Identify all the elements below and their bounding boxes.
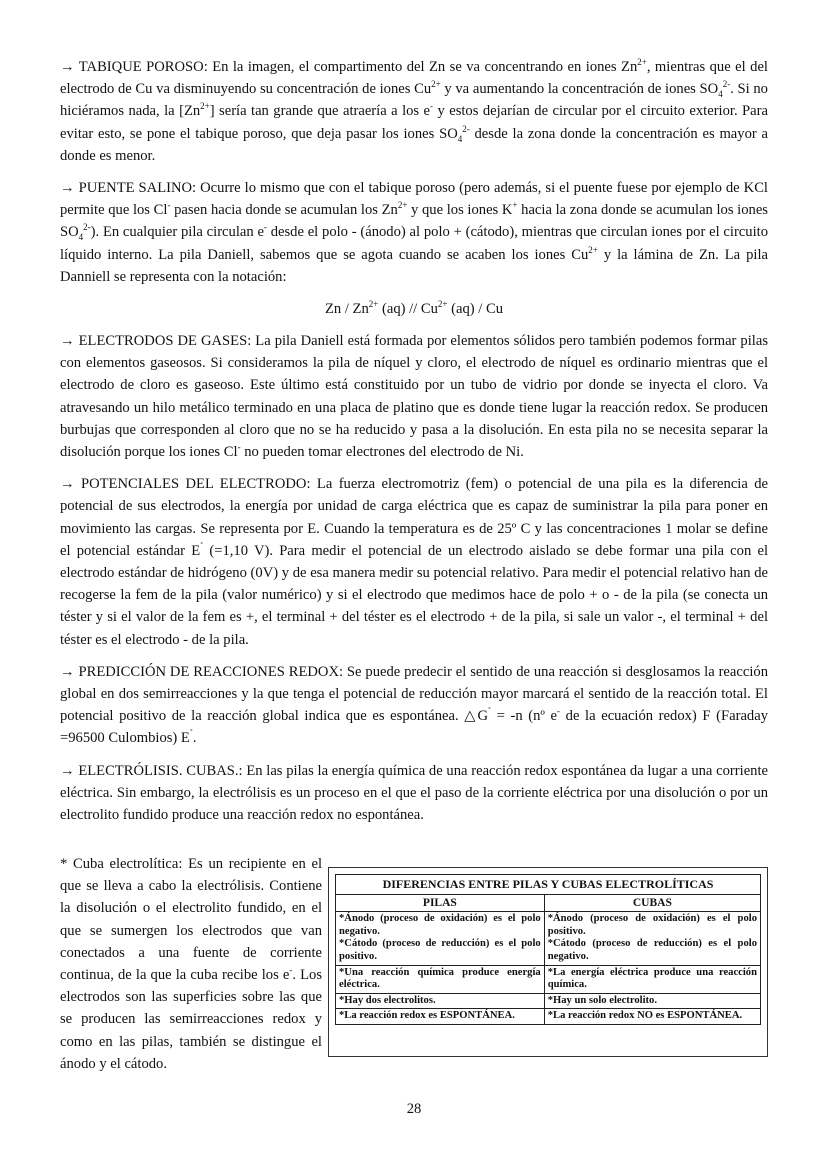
- paragraph-tabique-poroso: → TABIQUE POROSO: En la imagen, el compartimento del Zn se va concentrando en iones $Zn^{2+}$, mientras que el del electrodo de Cu va disminuyendo su concentración de iones $Cu^{2+}$ y va aumentando la concentración de iones $SO_4^{2-}$. Si no hiciéramos nada, la $[Zn^{2+}]$ sería tan grande que atraería a los e- y estos dejarían de circular por el circuito exterior. Para evitar esto, se pone el tabique poroso, que deja pasar los iones $SO_4^{2-}$ desde la zona donde la concentración es mayor a donde es menor.: [60, 57, 768, 164]
- table-caption: DIFERENCIAS ENTRE PILAS Y CUBAS ELECTROLÍTICAS: [336, 875, 761, 895]
- page-body: [60, 56, 768, 836]
- paragraph-electrodos-gases: → ELECTRODOS DE GASES: La pila Daniell está formada por elementos sólidos pero también podemos formar pilas con elementos gaseosos. Si consideramos la pila de níquel y cloro, el electrodo de níquel es ordinario mientras que el electrodo de cloro es gaseoso. Este último está constituido por un tubo de vidrio por donde se inyecta el cloro. Va atravesando un hilo metálico terminado en una placa de platino que es donde tiene lugar la reacción redox. Se producen burbujas que corresponden al cloro que no se ha reducido y pasa a la disolución. En esta pila no se necesita separar la disolución porque los iones Cl- no pueden tomar electrones del electrodo de Ni.: [60, 333, 768, 461]
- table-row: [336, 912, 761, 965]
- table-cell: [544, 912, 760, 965]
- table-row: [336, 965, 761, 993]
- paragraph-puente-salino: → PUENTE SALINO: Ocurre lo mismo que con el tabique poroso (pero además, si el puente fuese por ejemplo de KCl permite que los Cl- pasen hacia donde se acumulan los $Zn^{2+}$ y que los iones K+ hacia la zona donde se acumulan los iones $SO_4^{2-}$). En cualquier pila circulan e- desde el polo - (ánodo) al polo + (cátodo), mientras que circulan iones por el circuito líquido interno. La pila Daniell, sabemos que se agota cuando se acaben los iones $Cu^{2+}$ y la lámina de Zn. La pila Danniell se representa con la notación:: [60, 180, 768, 285]
- cell-line: *Ánodo (proceso de oxidación) es el polo positivo.: [547, 913, 757, 937]
- table-row: [336, 993, 761, 1009]
- daniell-notation: Zn / $Zn^{2+}$ $(aq) // Cu^{2+}$ (aq) / Cu: [324, 299, 504, 318]
- table-cell: *La reacción redox NO es ESPONTÁNEA.: [544, 1009, 760, 1025]
- cell-line: *Ánodo (proceso de oxidación) es el polo negativo.: [339, 913, 541, 937]
- table-row: [336, 1009, 761, 1025]
- page-number: 28: [406, 1101, 422, 1117]
- comparison-table-frame: [328, 867, 768, 1057]
- table-cell: *La reacción redox es ESPONTÁNEA.: [336, 1009, 545, 1025]
- paragraph-electrolisis: → ELECTRÓLISIS. CUBAS.: En las pilas la energía química de una reacción redox espontánea da lugar a una corriente eléctrica. Sin embargo, la electrólisis es un proceso en el que el paso de la corriente eléctrica por una disolución o por un electrolito fundido produce una reacción redox no espontánea.: [60, 762, 768, 824]
- table-cell: [336, 912, 545, 965]
- paragraph-cuba-electrolitica: * Cuba electrolítica: Es un recipiente en el que se lleva a cabo la electrólisis. Contiene la disolución o el electrolito fundido, en el que se sumergen los electrodos que van conectados a una fuente de corriente continua, de la que la cuba recibe los e-. Los electrodos son las superficies sobre las que se producen las semirreacciones redox y como en las pilas, también se distingue el ánodo y el cátodo.: [60, 856, 323, 1072]
- cell-line: *Cátodo (proceso de reducción) es el polo negativo.: [547, 938, 757, 962]
- table-cell: *La energía eléctrica produce una reacción química.: [544, 965, 760, 993]
- table-cell: *Una reacción química produce energía eléctrica.: [336, 965, 545, 993]
- paragraph-prediccion-redox: → PREDICCIÓN DE REACCIONES REDOX: Se puede predecir el sentido de una reacción si desglosamos la reacción global en dos semirreacciones y la que tenga el potencial de reducción mayor marcará el sentido de la reacción total. El potencial positivo de la reacción global indica que es espontánea. △G˚ = -n (nº e- de la ecuación redox) F (Faraday =96500 Culombios) E˚.: [60, 663, 768, 747]
- bottom-section: [60, 853, 768, 1093]
- paragraph-potenciales: → POTENCIALES DEL ELECTRODO: La fuerza electromotriz (fem) o potencial de una pila es la diferencia de potencial de sus electrodos, la energía por unidad de carga eléctrica que es capaz de suministrar la pila para poner en movimiento las cargas. Se representa por E. Cuando la temperatura es de 25º C y las concentraciones 1 molar se define el potencial estándar E˚ (=1,10 V). Para medir el potencial de un electrodo aislado se debe formar una pila con el electrodo estándar de hidrógeno (0V) y de esa manera medir su potencial relativo. Para medir el potencial relativo han de recogerse la fem de la pila (valor numérico) y si el electrodo que medimos hace de polo + o - de la pila (se conecta un téster y si el valor de la fem es +, el terminal + del téster es el electrodo + de la pila, si sale un valor -, el terminal + del téster es el electrodo - de la pila.: [60, 476, 768, 648]
- column-header-pilas: PILAS: [336, 894, 545, 912]
- comparison-table: [335, 874, 761, 1025]
- column-header-cubas: CUBAS: [544, 894, 760, 912]
- table-cell: *Hay un solo electrolito.: [544, 993, 760, 1009]
- cell-line: *Cátodo (proceso de reducción) es el polo positivo.: [339, 938, 541, 962]
- table-cell: *Hay dos electrolitos.: [336, 993, 545, 1009]
